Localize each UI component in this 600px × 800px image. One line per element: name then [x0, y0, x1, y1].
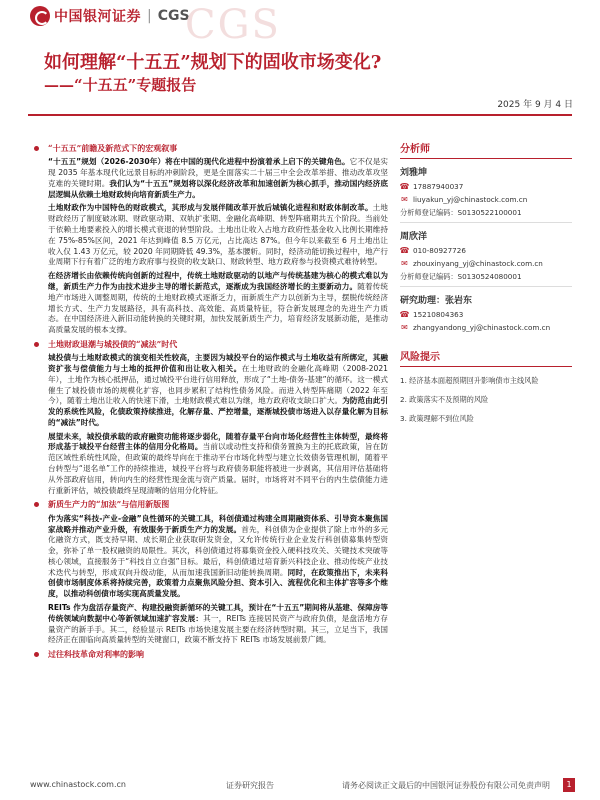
footer-disclaimer: 请务必阅读正文最后的中国银河证券股份有限公司免责声明 [342, 781, 550, 790]
analyst-block [400, 229, 572, 282]
risk-item: 2. 政策落实不及预期的风险 [400, 395, 489, 404]
body-paragraph [48, 157, 388, 200]
risk-item: 3. 政策理解不到位风险 [400, 414, 474, 423]
page-footer [30, 780, 575, 794]
sidebar-divider [400, 286, 572, 287]
body-paragraph [48, 353, 388, 428]
phone-icon: ☎ [399, 246, 410, 255]
header-watermark: CGS [185, 2, 281, 48]
main-column [48, 140, 388, 663]
email-icon: ✉ [401, 259, 408, 268]
paragraph-text: 在土地财政的金融化高峰期（2008-2021 年），土地作为核心抵押品，通过城投平台进行信用释放，形成了“土地-债务-基建”的循环。这一模式催生了城投债市场的规模化扩容，也同步累积了结构性债务风险。而进入转型阵痛期（2022 年至今），随着土地出让收入的快速下滑，土地财政模式难以为继，地方政府收支缺口扩大。 [48, 364, 389, 406]
body-paragraph [48, 603, 388, 646]
paragraph-emphasis: REITs 作为盘活存量资产、构建投融资新循环的关键工具，预计在“十五五”期间将从基建、保障房等传统领域向数据中心等新领域加速扩容发展： [48, 602, 388, 623]
page-number: 1 [563, 778, 575, 792]
company-logo [30, 6, 190, 26]
sidebar-divider [400, 222, 572, 223]
assistant-name: 研究助理：张岩东 [400, 296, 473, 306]
analyst-cert: 分析师登记编码：S0130524080001 [400, 272, 522, 281]
body-paragraph [48, 514, 388, 600]
company-name: 中国银河证券 [54, 9, 141, 25]
paragraph-emphasis: 展望未来，城投债承载的政府融资功能将逐步弱化，随着存量平台向市场化经营性主体转型，最终将形成基于城投平台经营主体的信用分化格局。 [48, 431, 388, 452]
header-rule [28, 114, 572, 116]
paragraph-emphasis: 我们认为“十五五”规划将以深化经济改革和加速创新为核心抓手，推动国内经济底层逻辑从依赖土地财政转向培育新质生产力。 [48, 178, 389, 199]
risk-item: 1. 经济基本面超预期回升影响债市主线风险 [400, 376, 539, 385]
analyst-block [400, 165, 572, 218]
analyst-email[interactable] [400, 259, 572, 268]
paragraph-text: 首先，科创债为企业提供了除上市外的多元化融资方式，既支持早期、成长期企业获取研发资金，又允许传统行业企业发行科创债募集转型资金，弥补了单一股权融资的局限性。其次，科创债通过将募集资金投入硬科技攻关、关键技术突破等核心领域，直接服务于“科技自立自强”目标。最后，科创债通过培育新兴科技企业、推动传统产业技术迭代与转型，形成双向升级动能，从而加速我国新旧动能转换周期。 [48, 524, 389, 577]
body-paragraph [48, 432, 388, 497]
analyst-phone [400, 246, 572, 255]
paragraph-emphasis: 土地财政作为中国特色的财政模式，其形成与发展伴随改革开放后城镇化进程和财政体制改革。 [48, 203, 373, 213]
footer-url[interactable]: www.chinastock.com.cn [30, 780, 126, 789]
assistant-block [400, 293, 572, 332]
phone-text: 17887940037 [413, 182, 464, 191]
paragraph-emphasis: 为防范由此引发的系统性风险，化债政策持续推进，化解存量、严控增量，逐渐城投债市场进入以存量化解为目标的“减法”时代。 [48, 396, 389, 427]
assistant-email[interactable] [400, 323, 572, 332]
phone-icon: ☎ [399, 182, 410, 191]
section-heading: 过往科技革命对利率的影响 [48, 649, 388, 660]
email-text[interactable]: zhangyandong_yj@chinastock.com.cn [413, 323, 551, 332]
logo-mark-icon [30, 6, 50, 26]
analyst-email[interactable] [400, 195, 572, 204]
footer-report-type: 证券研究报告 [226, 781, 274, 790]
analyst-name: 刘雅坤 [400, 168, 428, 178]
sidebar [400, 140, 572, 433]
analyst-phone [400, 182, 572, 191]
phone-text: 15210804363 [413, 310, 464, 319]
email-text[interactable]: liuyakun_yj@chinastock.com.cn [413, 195, 528, 204]
paragraph-emphasis: 同时，在政策推出下，未来科创债市场制度体系将持续完善，政策着力点聚焦风险分担、资本引入、流程优化和主体扩容等多个维度，以推动科创债市场实现高质量发展。 [48, 567, 388, 599]
report-date: 2025 年 9 月 4 日 [497, 100, 573, 110]
phone-text: 010-80927726 [413, 246, 466, 255]
paragraph-emphasis: 城投债与土地财政模式的演变相关性较高，主要因为城投平台的运作模式与土地收益有所绑定，其融资扩张与偿债能力与土地的抵押价值和出让收入相关。 [48, 353, 388, 373]
analyst-cert: 分析师登记编码：S0130522100001 [400, 208, 522, 217]
body-paragraph [48, 203, 388, 268]
brand-cgs: CGS [157, 8, 190, 24]
paragraph-text: 当前以或动性支持和债务置换为主的托底政策，旨在防范区域性系统性风险，但政策的最终导向在于推动平台市场化转型与建立长效债务管理机制，随着平台转型与“退名单”工作的持续推进，城投平台将与政府债务职能将被进一步剥离，其信用评估基础将从外部政府信用，转向内生的经营性现金流与资产质量。届时，市场将对不同平台的内生偿债能力进行重新评估，城投债最终呈现清晰的信用分化特征。 [48, 442, 388, 495]
paragraph-emphasis: 在经济增长由依赖传统向创新的过程中，传统土地财政驱动的以地产与传统基建为核心的模式难以为继，新质生产力作为由技术进步主导的增长新范式，逐渐成为我国经济增长的主要新动力。 [48, 271, 388, 291]
analyst-name: 周欣洋 [400, 232, 428, 242]
section-heading: 新质生产力的“加法”与信用新版图 [48, 499, 388, 510]
paragraph-text: 它不仅是实现 2035 年基本现代化远景目标的冲刺阶段，更是全面落实二十届三中全会改革举措、推动改革攻坚克难的关键时期。 [48, 157, 388, 188]
assistant-phone [400, 310, 572, 319]
paragraph-text: 土地财政经历了制度破冰期、财政驱动期、双轨扩张期、金融化高峰期、转型阵痛期共五个阶段。当前处于依赖土地要素投入的增长模式衰退的转型阶段。土地出让收入占地方政府性基金收入比例长期维持在 75%-85%区间，2021 年达到峰值 8.5 万亿元，占比高达 87%。但今年以来截至 6 月土地出让收入仅 1.43 万亿元，较 2020 年同期降低 49.3%，基本腰斩。同时，经济动能切换过程中，地产行业周期下行有着广泛的地方政府事与投资的收支缺口、财政转型、地方政府参与投资模式难待转型。 [48, 203, 388, 267]
section-heading: “十五五”前瞻及新范式下的宏观叙事 [48, 143, 388, 154]
email-icon: ✉ [401, 323, 408, 332]
risk-heading: 风险提示 [400, 348, 572, 367]
body-paragraph [48, 271, 388, 336]
report-subtitle: ——“十五五”专题报告 [44, 76, 197, 94]
phone-icon: ☎ [399, 310, 410, 319]
paragraph-emphasis: “十五五”规划（2026-2030年）将在中国的现代化进程中扮演着承上启下的关键角色。 [48, 157, 350, 167]
paragraph-emphasis: 作为落实“科技-产业-金融”良性循环的关键工具，科创债通过构建全周期融资体系、引导资本聚焦国家战略并推动产业升级，有效服务于新质生产力的发展。 [48, 513, 388, 534]
report-title: 如何理解“十五五”规划下的固收市场变化? [44, 52, 382, 73]
paragraph-text: 其一，REITs 连接居民资产与政府负债，是盘活地方存量资产的新手手。其二，经验显示 REITs 市场快速发展主要在经济转型时期。其三，立足当下，我国经济正在面临向高质量转型的关键窗口，政策不断支持下 REITs 市场发展前景广阔。 [48, 613, 389, 645]
analyst-heading: 分析师 [400, 140, 572, 159]
paragraph-text: 随着传统地产市场进入调整周期，传统的土地财政模式逐渐乏力，而新质生产力以创新为主导，摆脱传统经济增长方式、生产力发展路径，具有高科技、高效能、高质量特征，符合新发展理念的先进生产力质态。在中国经济进入新旧动能转换的关键时期，加快发展新质生产力，培育经济发展新动能，是推动高质量发展的根本支撑。 [48, 281, 389, 335]
email-icon: ✉ [401, 195, 408, 204]
logo-separator: | [147, 8, 152, 24]
email-text[interactable]: zhouxinyang_yj@chinastock.com.cn [413, 259, 543, 268]
section-heading: 土地财政退潮与城投债的“减法”时代 [48, 339, 388, 350]
